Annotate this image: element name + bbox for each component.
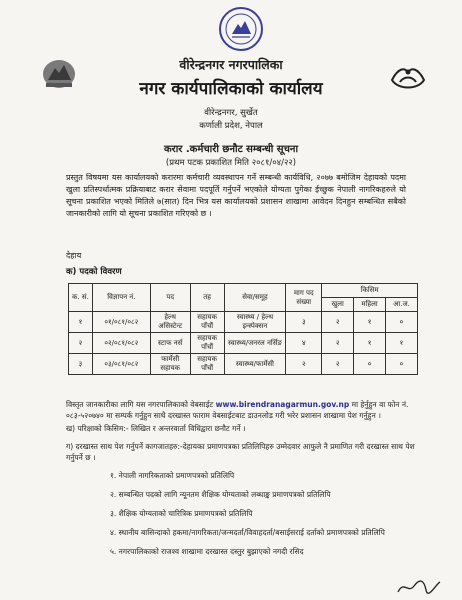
cell-female: १ <box>354 312 386 333</box>
cell-level: सहायक पाँचौं <box>190 354 224 375</box>
office-title: नगर कार्यपालिकाको कार्यालय <box>139 79 323 99</box>
col-open: खुला <box>322 298 354 312</box>
col-aj: आ.ज. <box>386 298 418 312</box>
documents-list <box>110 470 430 565</box>
cell-open: २ <box>322 333 354 354</box>
cell-level: सहायक पाँचौं <box>190 312 224 333</box>
cell-post: हेल्थ असिस्टेन्ट <box>150 312 190 333</box>
province-line: कर्णाली प्रदेश, नेपाल <box>199 121 263 131</box>
city-line: वीरेन्द्रनगर, सुर्खेत <box>204 108 258 118</box>
cell-sn: १ <box>69 312 93 333</box>
list-item: ४. स्थानीय बासिन्दाको हकमा/नागरिकता/जन्मदर्ता/विवाहदर्ता/बसाईसराई दर्ताको प्रमाणपत्रको प्रतिलिपि <box>110 528 385 537</box>
cell-ad: ०१/०८१/०८२ <box>92 312 150 333</box>
website-note <box>66 399 426 421</box>
col-post: पद <box>150 284 190 312</box>
list-item: ३. शैक्षिक योग्यताको चारित्रिक प्रमाणपत्रको प्रतिलिपि <box>110 509 253 518</box>
municipality-name: वीरेन्द्रनगर नगरपालिका <box>179 57 283 72</box>
col-level: तह <box>190 284 224 312</box>
cell-level: सहायक पाँचौं <box>190 333 224 354</box>
cell-open: २ <box>322 312 354 333</box>
website-note-post: मा हेर्नुहुन वा फोन नं. ०८३-५२०७४० मा सम्पर्क गर्नुहुन साथै दरखास्त फाराम वेबसाईटबाट डाउनलोड गरी भरेर प्रशासन शाखामा पेश गर्नुहुन । <box>66 400 409 420</box>
posts-table <box>68 283 418 375</box>
cell-count: ३ <box>286 312 322 333</box>
notice-subtitle: (प्रथम पटक प्रकाशित मिति २०८१/०४/२२) <box>165 158 297 168</box>
notice-body: प्रस्तुत विषयमा यस कार्यालयको करारमा कर्मचारी व्यवस्थापन गर्ने सम्बन्धी कार्यविधि, २०७७ बमोजिम देहायको पदमा खुला प्रतिस्पर्धात्मक प्रक्रियाबाट करार सेवामा पदपूर्ति गर्नुपर्ने भएकोले योग्यता पुगेका ईच्छुक नेपाली नागरिकहरुले यो सूचना प्रकाशित भएको मितिले ७(सात) दिन भित्र यस कार्यालयको प्रशासन शाखामा आवेदन दिनहुन सम्बन्धित सबैको जानकारीको लागि यो सूचना प्रकाशित गरिएको छ । <box>66 173 406 218</box>
col-type: किसिम <box>322 284 418 298</box>
cell-post: फार्मेसी सहायक <box>150 354 190 375</box>
table-row <box>69 333 418 354</box>
col-female: महिला <box>354 298 386 312</box>
exam-type-note: ख) परिक्षाको किसिम:- लिखित र अन्तरवार्ता विधिद्वारा छनौट गर्ने । <box>66 424 246 433</box>
cell-ad: ०२/०८१/०८२ <box>92 333 150 354</box>
cell-sn: २ <box>69 333 93 354</box>
notice-title: करार .कर्मचारी छनौट सम्बन्धी सूचना <box>163 144 299 155</box>
cell-service: स्वास्थ्य/फार्मेसी <box>224 354 286 375</box>
municipal-seal-icon <box>218 6 264 52</box>
cell-aj: ० <box>386 312 418 333</box>
cell-count: २ <box>286 354 322 375</box>
cell-open: २ <box>322 354 354 375</box>
cell-aj: १ <box>386 333 418 354</box>
col-sn: क. सं. <box>69 284 93 312</box>
table-row <box>69 312 418 333</box>
cell-service: स्वास्थ्य / हेल्थ इन्स्पेक्सन <box>224 312 286 333</box>
list-item: १. नेपाली नागरिकताको प्रमाणपत्रको प्रतिलिपि <box>110 471 235 480</box>
col-service: सेवा/समूह <box>224 284 286 312</box>
list-item: ५. नगरपालिकाको राजश्व शाखामा दरखास्त दस्तुर बुझाएको नगदी रसिद <box>110 547 304 556</box>
list-item: २. सम्बन्धित पदको लागि न्यूनतम शैक्षिक योग्यताको लब्धाङ्क प्रमाणपत्रको प्रतिलिपि <box>110 490 331 499</box>
documents-heading: ग) दरखास्त साथ पेश गर्नुपर्ने कागजातहरु:-देहायका प्रमाणपत्रका प्रतिलिपिहरु उम्मेदवार आफुले नै प्रमाणित गरी दरखास्त साथ पेश गर्नुपर्ने छ । <box>66 442 415 462</box>
website-link[interactable]: www.birendranagarmun.gov.np <box>215 400 350 409</box>
cell-post: स्टाफ नर्स <box>150 333 190 354</box>
cell-ad: ०३/०८१/०८२ <box>92 354 150 375</box>
cell-female: ० <box>354 354 386 375</box>
table-row <box>69 354 418 375</box>
col-count: माग पद संख्या <box>286 284 322 312</box>
cell-count: ४ <box>286 333 322 354</box>
cell-aj: ० <box>386 354 418 375</box>
cell-sn: ३ <box>69 354 93 375</box>
cell-service: स्वास्थ्य/जनरल नर्सिङ <box>224 333 286 354</box>
cell-female: १ <box>354 333 386 354</box>
signature-icon <box>396 578 442 596</box>
dehaya-label: देहाय <box>66 251 82 260</box>
col-ad-no: विज्ञापन नं. <box>92 284 150 312</box>
website-note-pre: विस्तृत जानकारीका लागि यस नगरपालिकाको वेबसाईट <box>66 400 214 409</box>
post-details-heading: क) पदको विवरण <box>66 267 122 277</box>
